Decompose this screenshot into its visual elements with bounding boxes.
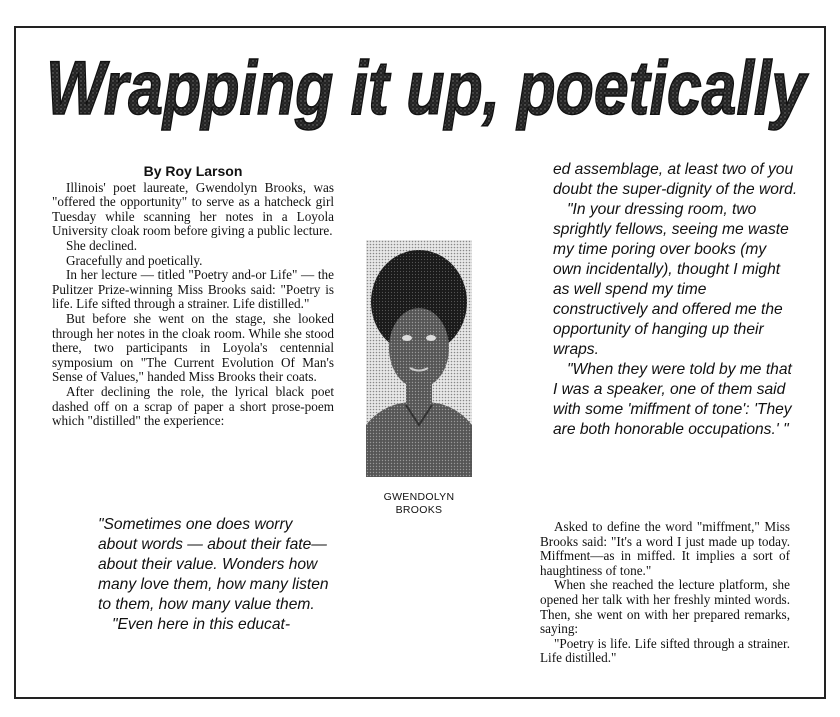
poem-paragraph: "In your dressing room, two sprightly fellows, seeing me waste my time poring over books (my own incidentally), thought I might as well spend my time constructively and offered me the opportunity of hanging up their wraps.: [553, 201, 789, 358]
paragraph: After declining the role, the lyrical black poet dashed off on a scrap of paper a short prose-poem which "distilled" the experience:: [52, 383, 334, 429]
portrait-photo: [366, 240, 472, 477]
paragraph: But before she went on the stage, she looked through her notes in the cloak room. While she stood there, two participants in Loyola's centennial symposium on "The Current Evolution Of Man's Sense of Values," handed Miss Brooks their coats.: [52, 310, 334, 385]
column-3: [540, 520, 790, 666]
poem-paragraph: ed assemblage, at least two of you doubt the super-dignity of the word.: [553, 161, 798, 198]
byline: By Roy Larson: [143, 163, 243, 179]
paragraph: In her lecture — titled "Poetry and-or Life" — the Pulitzer Prize-winning Miss Brooks said: "Poetry is life. Life sifted through a strainer. Life distilled.": [52, 267, 334, 312]
caption-line: BROOKS: [395, 504, 443, 516]
paragraph: Illinois' poet laureate, Gwendolyn Brooks, was "offered the opportunity" to serve as a hatcheck girl Tuesday while scanning her notes in a Loyola University cloak room before giving a public lecture.: [52, 179, 334, 239]
headline: [40, 44, 815, 134]
caption-line: GWENDOLYN: [383, 491, 455, 503]
poem-paragraph: "When they were told by me that I was a speaker, one of them said with some 'miffment of tone': 'They are both honorable occupations.' ": [553, 361, 792, 438]
paragraph: She declined.: [66, 237, 138, 253]
poem-paragraph: "Even here in this educat-: [112, 616, 291, 633]
paragraph: When she reached the lecture platform, she opened her talk with her freshly minted words. Then, she went on with her prepared remarks, saying:: [540, 577, 790, 637]
paragraph: "Poetry is life. Life sifted through a strainer. Life distilled.": [540, 635, 790, 666]
poem-part-1: [98, 515, 330, 635]
paragraph: Asked to define the word "miffment," Miss Brooks said: "It's a word I just made up today. Miffment—as in miffed. It implies a sort of haughtiness of tone.": [540, 519, 790, 578]
poem-paragraph: "Sometimes one does worry about words — about their fate—about their value. Wonders how many love them, how many listen to them, how many value them.: [98, 516, 329, 613]
poem-part-2: [553, 160, 798, 440]
paragraph: Gracefully and poetically.: [66, 252, 203, 268]
column-1: [52, 164, 334, 429]
photo-caption: [372, 491, 466, 517]
headline-text: Wrapping it up, poetically: [46, 46, 810, 131]
